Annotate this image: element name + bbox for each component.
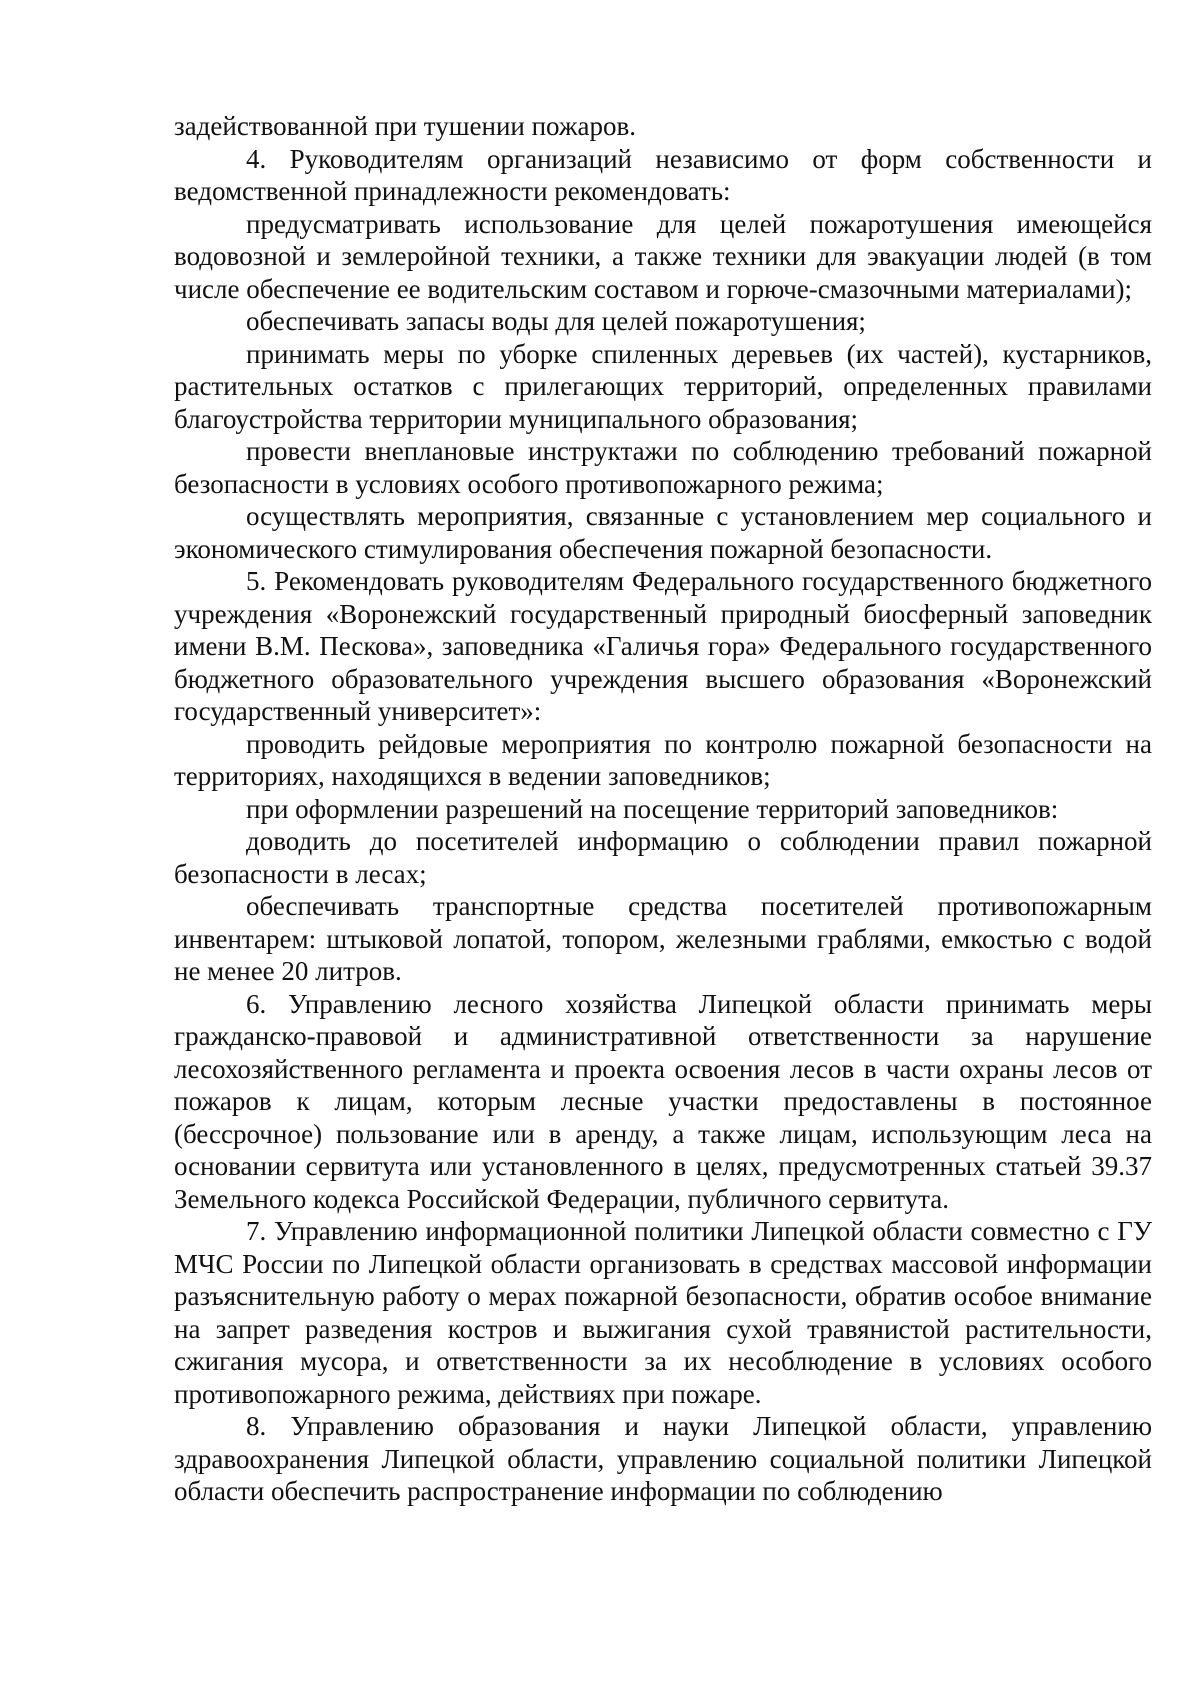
paragraph-item-4-briefings: провести внеплановые инструктажи по соблюдению требований пожарной безопасности в условиях особого противопожарного режима; — [174, 436, 1152, 499]
paragraph-item-5-equip-vehicles: обеспечивать транспортные средства посетителей противопожарным инвентарем: штыковой лопатой, топором, железными граблями, емкостью с водой не менее 20 литров. — [174, 891, 1152, 986]
paragraph-item-5-permits: при оформлении разрешений на посещение территорий заповедников: — [246, 793, 1059, 824]
paragraph-item-5: 5. Рекомендовать руководителям Федерального государственного бюджетного учреждения «Воронежский государственный природный биосферный заповедник имени В.М. Пескова», заповедника «Галичья гора» Федерального государственного бюджетного образовательного учреждения высшего образования «Воронежский государственный университет»: — [174, 566, 1152, 726]
paragraph-item-5-raids: проводить рейдовые мероприятия по контролю пожарной безопасности на территориях, находящихся в ведении заповедников; — [174, 728, 1152, 791]
paragraph-item-8: 8. Управлению образования и науки Липецкой области, управлению здравоохранения Липецкой области, управлению социальной политики Липецкой области обеспечить распространение информации по соблюдению — [174, 1411, 1152, 1506]
paragraph-item-6: 6. Управлению лесного хозяйства Липецкой области принимать меры гражданско-правовой и административной ответственности за нарушение лесохозяйственного регламента и проекта освоения лесов в части охраны лесов от пожаров к лицам, которым лесные участки предоставлены в постоянное (бессрочное) пользование или в аренду, а также лицам, использующим леса на основании сервитута или установленного в целях, предусмотренных статьей 39.37 Земельного кодекса Российской Федерации, публичного сервитута. — [174, 988, 1152, 1214]
paragraph-item-5-inform: доводить до посетителей информацию о соблюдении правил пожарной безопасности в лесах; — [174, 826, 1152, 889]
paragraph-continuation: задействованной при тушении пожаров. — [174, 111, 637, 141]
paragraph-item-4-cleanup: принимать меры по уборке спиленных деревьев (их частей), кустарников, растительных остатков с прилегающих территорий, определенных правилами благоустройства территории муниципального образования; — [174, 338, 1152, 434]
paragraph-item-4: 4. Руководителям организаций независимо от форм собственности и ведомственной принадлежности рекомендовать: — [174, 143, 1152, 206]
paragraph-item-7: 7. Управлению информационной политики Липецкой области совместно с ГУ МЧС России по Липецкой области организовать в средствах массовой информации разъяснительную работу о мерах пожарной безопасности, обратив особое внимание на запрет разведения костров и выжигания сухой травянистой растительности, сжигания мусора, и ответственности за их несоблюдение в условиях особого противопожарного режима, действиях при пожаре. — [174, 1216, 1152, 1409]
paragraph-item-4-water: обеспечивать запасы воды для целей пожаротушения; — [246, 306, 866, 336]
paragraph-item-4-equipment: предусматривать использование для целей пожаротушения имеющейся водовозной и землеройной техники, а также техники для эвакуации людей (в том числе обеспечение ее водительским составом и горюче-смазочными материалами); — [174, 208, 1152, 304]
paragraph-item-4-incentives: осуществлять мероприятия, связанные с установлением мер социального и экономического стимулирования обеспечения пожарной безопасности. — [174, 501, 1152, 564]
